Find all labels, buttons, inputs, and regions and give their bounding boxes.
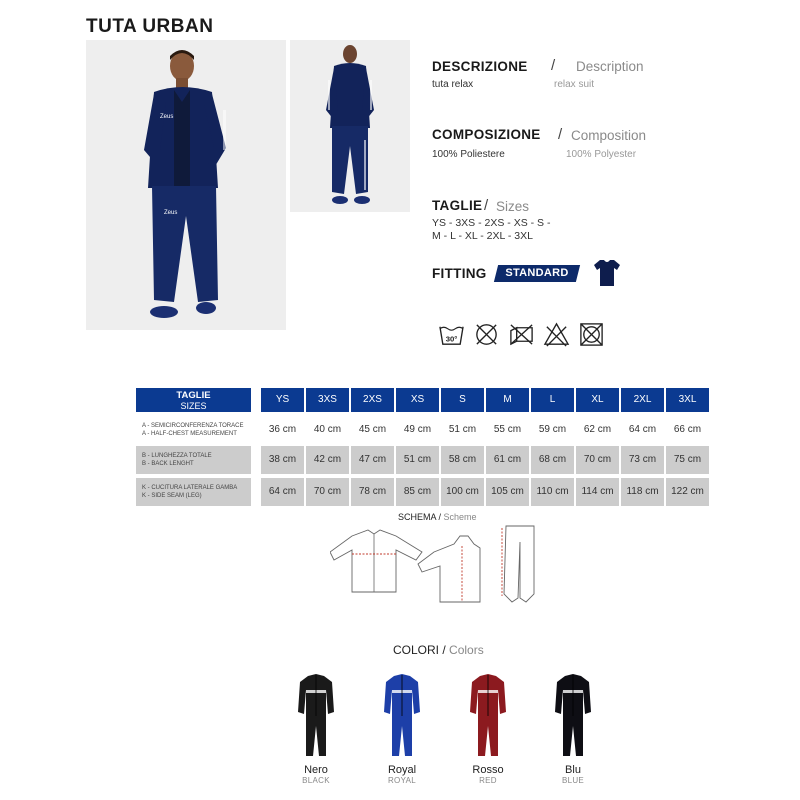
tracksuit-swatch (382, 672, 422, 760)
fitting-value: STANDARD (505, 267, 569, 279)
separator: / (558, 126, 563, 143)
size-cell: 42 cm (306, 446, 349, 474)
color-name-en: BLACK (302, 776, 330, 785)
tracksuit-swatch (296, 672, 336, 760)
size-cell: 68 cm (531, 446, 574, 474)
size-cell: 110 cm (531, 478, 574, 506)
color-name-en: BLUE (561, 776, 585, 785)
color-name-en: RED (479, 776, 497, 785)
separator: / (484, 197, 489, 214)
care-icons (438, 321, 605, 348)
tracksuit-swatch (553, 672, 593, 760)
description-label-en: Description (576, 59, 644, 74)
size-cell: 66 cm (666, 416, 709, 444)
size-row-label (136, 446, 251, 474)
product-title: TUTA URBAN (86, 16, 214, 37)
pants-shape (306, 716, 326, 756)
size-cell: 64 cm (621, 416, 664, 444)
size-row-label-en: K - SIDE SEAM (LEG) (142, 493, 202, 499)
size-cell: 105 cm (486, 478, 529, 506)
size-cell: 85 cm (396, 478, 439, 506)
size-cell: 40 cm (306, 416, 349, 444)
color-name: Nero (304, 764, 328, 776)
no-tumble-drier-icon (578, 321, 605, 348)
size-cell: 64 cm (261, 478, 304, 506)
size-cell: 62 cm (576, 416, 619, 444)
size-column-header: YS (261, 388, 304, 412)
description-label: DESCRIZIONE (432, 59, 528, 74)
pants-shape (478, 716, 498, 756)
color-name: Royal (387, 764, 417, 776)
composition-value: 100% Poliestere (432, 149, 505, 160)
description-value-en: relax suit (554, 79, 595, 90)
size-cell: 122 cm (666, 478, 709, 506)
svg-text:Zeus: Zeus (160, 114, 174, 120)
no-dry-clean-icon (473, 321, 500, 348)
size-column-header: XS (396, 388, 439, 412)
size-cell: 36 cm (261, 416, 304, 444)
size-cell: 51 cm (396, 446, 439, 474)
schema-label-it: SCHEMA (398, 512, 437, 522)
size-row-label (136, 478, 251, 506)
colors-label-it: COLORI (393, 643, 440, 657)
color-name: Blu (565, 764, 581, 776)
size-column-header: 2XS (351, 388, 394, 412)
description-value: tuta relax (432, 79, 474, 90)
garment-scheme-diagram (330, 522, 550, 608)
fitting-label: FITTING (432, 266, 487, 281)
size-cell: 45 cm (351, 416, 394, 444)
size-cell: 78 cm (351, 478, 394, 506)
sizes-line: YS - 3XS - 2XS - XS - S - (432, 217, 551, 229)
size-column-header: XL (576, 388, 619, 412)
size-row-label-it: B - LUNGHEZZA TOTALE (142, 453, 212, 459)
description-section (432, 58, 528, 76)
size-table-header-en: SIZES (180, 401, 207, 411)
size-column-header: L (531, 388, 574, 412)
size-column-header: 3XS (306, 388, 349, 412)
pants-shape (563, 716, 583, 756)
tshirt-icon (590, 256, 624, 290)
colors-label: COLORI / Colors (393, 643, 484, 657)
color-variant[interactable] (281, 672, 351, 785)
color-variant[interactable] (538, 672, 608, 785)
size-cell: 61 cm (486, 446, 529, 474)
size-column-header: M (486, 388, 529, 412)
size-cell: 47 cm (351, 446, 394, 474)
size-cell: 59 cm (531, 416, 574, 444)
wash-temp: 30° (445, 334, 458, 344)
no-tumble-dry-icon (508, 321, 535, 348)
color-name-en: ROYAL (387, 776, 417, 785)
composition-value-en: 100% Polyester (566, 149, 637, 160)
no-bleach-icon (543, 321, 570, 348)
size-cell: 55 cm (486, 416, 529, 444)
size-row-label-en: B - BACK LENGHT (142, 461, 194, 467)
svg-text:Zeus: Zeus (164, 210, 178, 216)
size-cell: 100 cm (441, 478, 484, 506)
separator: / (551, 57, 556, 74)
size-cell: 75 cm (666, 446, 709, 474)
schema-label-en: Scheme (443, 512, 477, 522)
product-photo-front (86, 40, 286, 330)
size-row-label-it: A - SEMICIRCONFERENZA TORACE (142, 423, 244, 429)
color-name: Rosso (472, 764, 504, 776)
size-cell: 114 cm (576, 478, 619, 506)
product-photo-back (290, 40, 410, 212)
size-cell: 70 cm (306, 478, 349, 506)
size-table-header-it: TAGLIE (176, 390, 211, 401)
size-cell: 70 cm (576, 446, 619, 474)
composition-label-en: Composition (571, 128, 647, 143)
fitting-badge (494, 265, 580, 282)
tracksuit-swatch (468, 672, 508, 760)
size-column-header: 2XL (621, 388, 664, 412)
size-row-label-en: A - HALF-CHEST MEASUREMENT (142, 431, 237, 437)
schema-label: SCHEMA / Scheme (398, 512, 477, 522)
size-row-label-it: K - CUCITURA LATERALE GAMBA (142, 485, 238, 491)
wash-30-icon (438, 321, 465, 348)
size-table-header (136, 388, 251, 412)
composition-label: COMPOSIZIONE (432, 127, 541, 142)
size-column-header: S (441, 388, 484, 412)
size-cell: 73 cm (621, 446, 664, 474)
pants-shape (392, 716, 412, 756)
sizes-label: TAGLIE (432, 198, 483, 213)
sizes-line: M - L - XL - 2XL - 3XL (432, 230, 533, 242)
size-column-header: 3XL (666, 388, 709, 412)
size-cell: 49 cm (396, 416, 439, 444)
size-cell: 51 cm (441, 416, 484, 444)
size-row-label (136, 416, 251, 444)
color-variant[interactable] (367, 672, 437, 785)
size-cell: 118 cm (621, 478, 664, 506)
sizes-label-en: Sizes (496, 199, 530, 214)
size-cell: 38 cm (261, 446, 304, 474)
colors-label-en: Colors (449, 643, 484, 657)
color-variant[interactable] (453, 672, 523, 785)
size-cell: 58 cm (441, 446, 484, 474)
sizes-list (432, 217, 577, 243)
